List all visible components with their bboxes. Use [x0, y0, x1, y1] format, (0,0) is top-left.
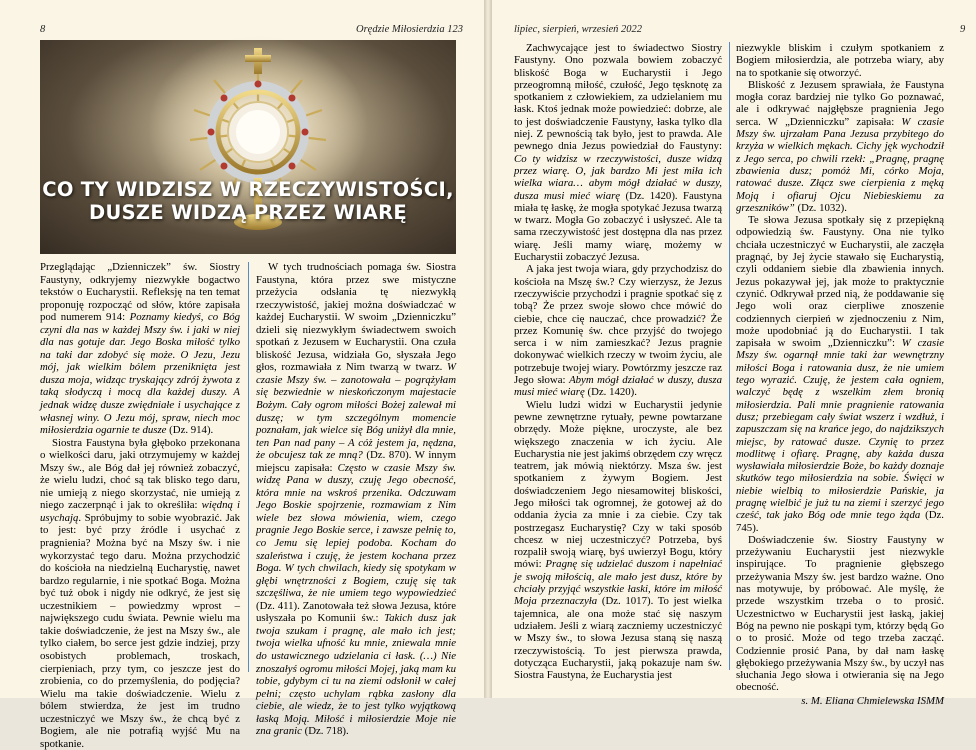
paragraph: Bliskość z Jezusem sprawiała, że Faustyna mogła coraz bardziej nie tylko Go poznawać, ale i odkrywać najgłębsze pragnienia Jego serca. W „Dzienniczku” zapisała: W czasie Mszy św. ujrzałam Pana Jezusa przybitego do krzyża w wielkich mękach. Cichy jęk wychodził z Jego serca, po chwili rzekł: „Pragnę, pragnę zbawienia dusz; pomóż Mi, córko Moja, ratować dusze. Złącz swe cierpienia z męką Moją i ofiaruj Ojcu Niebieskiemu za grzeszników” (Dz. 1032).: [736, 78, 944, 214]
left-column-2: [256, 261, 456, 738]
column-divider: [248, 262, 249, 672]
headline-line-1: CO TY WIDZISZ W RZECZYWISTOŚCI,: [42, 178, 454, 201]
paragraph: Te słowa Jezusa spotkały się z przepiękną odpowiedzią św. Faustyny. Ona nie tylko chciała uczestniczyć w Eucharystii, ale zaczęła pragnąć, by Jej życie stawało się Eucharystią, czyli oddaniem siebie dla zbawienia innych. Jezus pokazywał jej, jak może to praktycznie czynić. Odkrywał przed nią, że poddawanie się Jego woli oraz cierpliwe znoszenie codziennych cierpień w zjednoczeniu z Nim, może upodobniać ją do Eucharystii. I tak zapisała w swoim „Dzienniczku”: W czasie Mszy św. ogarnął mnie taki żar wewnętrzny miłości Boga i ratowania dusz, że nie umiem tego wyrazić. Czuję, że jestem cała ogniem, walczyć będę z wszelkim złem bronią miłosierdzia. Pali mnie pragnienie ratowania dusz; przebiegam cały świat wszerz i wzdłuż, i zapuszczam się na krańce jego, do najdzikszych miejsc, by ratować dusze. Czynię to przez modlitwę i ofiarę. Pragnę, aby każda dusza wysławiała miłosierdzie Boże, bo każdy doznaje skutków tego miłosierdzia na sobie. Święci w niebie wielbią to miłosierdzie Pańskie, ja pragnę wielbić je już tu na ziemi i szerzyć jego cześć, tak jako Bóg ode mnie tego żąda (Dz. 745).: [736, 214, 945, 534]
paragraph: Zachwycające jest to świadectwo Siostry Faustyny. Ono pozwala bowiem zobaczyć bliskość Boga w Eucharystii i Jego przeogromną miłość, czułość, Jego tęsknotę za spotkaniem z człowiekiem, za udzielaniem mu łask. Ktoś jednak może powiedzieć: dobrze, ale to jest doświadczenie Faustyny, łaska tylko dla niej. Z pewnością tak było, jest to prawda. Ale pewnego dnia Jezus powiedział do Faustyny: Co ty widzisz w rzeczywistości, dusze widzą przez wiarę. O, jak bardzo Mi jest miła ich wielka wiara… abym mógł działać w duszy, dusza musi mieć wiarę (Dz. 1420). Faustyna miała tę łaskę, że mogła spotykać Jezusa twarzą w twarz. Mogła Go zobaczyć i usłyszeć. Ale ta sama rzeczywistość jest dostępna dla nas przez wiarę. Jeśli mamy wiarę, możemy w Eucharystii zobaczyć Jezusa.: [514, 42, 722, 264]
right-column-1: [514, 42, 722, 681]
right-page: [492, 0, 976, 707]
running-title: lipiec, sierpień, wrzesień 2022: [514, 24, 643, 35]
paragraph: Wielu ludzi widzi w Eucharystii jedynie pewne zewnętrzne rytuały, pewne powtarzane obrzędy. Może piękne, uroczyste, ale bez większego znaczenia w ich życiu. Ale Eucharystia nie jest jakimś obrzędem czy wręcz teatrem, jak mówią niektórzy. Msza św. jest spotkaniem z żywym Bogiem. Jest doświadczeniem Jego niesamowitej bliskości, Jego miłości tak ogromnej, że gotowej aż do oddania życia za mnie i za ciebie. Czy tak postrzegasz Eucharystię? Czy w taki sposób chcesz w niej uczestniczyć? Potrzeba, byś rozpalił swoją wiarę, byś uwierzył Bogu, który mówi: Pragnę się udzielać duszom i napełniać je swoją miłością, ale mało jest dusz, które by chciały przyjąć wszystkie łaski, które im miłość Moja przeznaczyła (Dz. 1017). To jest wielka tajemnica, ale ona może stać się naszym udziałem. Jeśli z wiarą zaczniemy uczestniczyć w Mszy św., to słowa Jezusa staną się naszą rzeczywistością. To jest pierwsza prawda, dotycząca Eucharystii, jaką pokazuje nam św. Siostra Faustyna, że Eucharystia jest: [514, 398, 722, 682]
paragraph: Przeglądając „Dzienniczek” św. Siostry Faustyny, odkryjemy niezwykłe bogactwo tekstów o Eucharystii. Refleksję na ten temat proponuję rozpocząć od słów, które zapisała pod numerem 914: Poznamy kiedyś, co Bóg czyni dla nas w każdej Mszy św. i jaki w niej dla nas gotuje dar. Jego Boska miłość tylko na taki dar zdobyć się może. O Jezu, Jezu mój, jak wielkim bólem przeniknięta jest dusza moja, widząc tryskający zdrój żywota z taką słodyczą i mocą dla każdej duszy. A jednak widzę dusze zwiędniałe i usychające z własnej winy. O Jezu mój, spraw, niech moc miłosierdzia ogarnie te dusze (Dz. 914).: [40, 261, 241, 437]
paragraph: A jaka jest twoja wiara, gdy przychodzisz do kościoła na Mszę św.? Czy wierzysz, że Jezus rzeczywiście przychodzi i pragnie spotkać się z tobą? Że przez swoje słowo chce mówić do ciebie, chce cię nauczać, chce prowadzić? Że przez Komunię św. chce przyjść do twojego serca i w nim zamieszkać? Jezus pragnie dokonywać wielkich rzeczy w twoim życiu, ale potrzebuje twojej wiary. Powtórzmy jeszcze raz Jego słowa: Abym mógł działać w duszy, dusza musi mieć wiarę (Dz. 1420).: [514, 263, 722, 399]
monstrance-photo: [40, 40, 456, 254]
page-gutter: [484, 0, 492, 698]
paragraph: Siostra Faustyna była głęboko przekonana o wielkości daru, jaki otrzymujemy w każdej Mszy św., ale Bóg dał jej również zobaczyć, że wielu ludzi, choć są tak blisko tego daru, nie umieją z niego skorzystać, nie umieją z niego zaczerpnąć i jak to określiła: więdną i usychają. Spróbujmy to sobie wyobrazić. Jak to jest: być przy źródle i usychać z pragnienia? Można być na Mszy św. i nie wykorzystać tego daru. Można przychodzić do kościoła na niedzielną Eucharystię, nawet bardzo regularnie, i nie spotkać Boga. Można być tuż obok i nigdy nie odkryć, że jest się uczestnikiem – powiedzmy wprost – największego cudu świata. Pewnie wielu ma takie doświadczenie, że jest na Mszy św., ale tylko ciałem, bo serce jest gdzie indziej, przy osobistych problemach, troskach, cierpieniach, przy tym, co jeszcze jest do zrobienia, co do przemyślenia, do podjęcia? Wielu ma takie doświadczenie. Wielu z bólem stwierdza, że jest im trudno uczestniczyć we Mszy św., że chcą być z Bogiem, ale nie potrafią wyjść Mu na spotkanie.: [40, 436, 241, 750]
left-page: [0, 0, 484, 750]
left-column-1: [40, 261, 240, 750]
page-number: 9: [960, 24, 966, 35]
author-signature: s. M. Eliana Chmielewska ISMM: [801, 694, 944, 707]
column-divider: [729, 42, 730, 670]
page-number: 8: [40, 24, 46, 35]
paragraph: niezwykle bliskim i czułym spotkaniem z Bogiem miłosierdzia, ale potrzeba wiary, aby na to spotkanie się otworzyć.: [736, 42, 944, 79]
article-headline: [40, 178, 456, 224]
paragraph: W tych trudnościach pomaga św. Siostra Faustyna, która przez swe mistyczne przeżycia odsłania tę niezwykłą rzeczywistość, jakiej można doświadczać w każdej Eucharystii. W swoim „Dzienniczku” dzieli się niezwykłym świadectwem swoich spotkań z Jezusem w Eucharystii. Ona czuła bliskość Jezusa, widziała Go, słyszała Jego głos, rozmawiała z Nim twarzą w twarz. W czasie Mszy św. – zanotowała – pogrążyłam się bezwiednie w nieskończonym majestacie Bożym. Cały ogrom miłości Bożej zalewał mi duszę; w tym szczególnym momencie poznałam, jak wielce się Bóg uniżył dla mnie, ten Pan nad pany – A cóż jestem ja, nędzna, że obcujesz tak ze mną? (Dz. 870). W innym miejscu zapisała: Często w czasie Mszy św. widzę Pana w duszy, czuję Jego obecność, która mnie na wskroś przenika. Odczuwam Jego Boskie spojrzenie, rozmawiam z Nim wiele bez słowa mówienia, wiem, czego pragnie Jego Boskie serce, i zawsze pełnię to, co Jemu się lepiej podoba. Kocham do szaleństwa i czuję, że jestem kochana przez Boga. W tych chwilach, kiedy się spotykam w głębi wnętrzności z Bogiem, czuję się tak szczęśliwa, że nie umiem tego wypowiedzieć (Dz. 411). Zanotowała też słowa Jezusa, które usłyszała po Komunii św.: Takich dusz jak twoja szukam i pragnę, ale mało ich jest; twoja wielka ufność ku mnie, zniewala mnie do ustawicznego udzielania ci łask. (…) Nie znoszałyś ogromu miłości Mojej, jaką mam ku tobie, gdybym ci tu na ziemi odsłonił w całej pełni; często uchylam rąbka zasłony dla ciebie, ale wiedz, że to jest tylko wyjątkową łaską Moją. Miłość i miłosierdzie Moje nie zna granic (Dz. 718).: [256, 261, 457, 738]
running-title: Orędzie Miłosierdzia 123: [356, 24, 463, 35]
headline-line-2: DUSZE WIDZĄ PRZEZ WIARĘ: [88, 201, 408, 224]
paragraph: Doświadczenie św. Siostry Faustyny w przeżywaniu Eucharystii jest niezwykle inspirujące. To pragnienie głębszego przeżywania Mszy św. jest bardzo ważne. Ono nas motywuje, by próbować. Ale myślę, że przede wszystkim trzeba o to prosić. Uczestnictwo w Eucharystii jest łaską, jakiej Bóg na pewno nie poskąpi tym, którzy będą Go o to prosić. Może od tego trzeba zacząć. Codziennie prosić Pana, by dał nam łaskę głębokiego przeżywania Mszy św., by uczył nas słuchania Jego słowa i otwierania się na Jego obecność.: [736, 533, 944, 694]
right-column-2: [736, 42, 944, 707]
